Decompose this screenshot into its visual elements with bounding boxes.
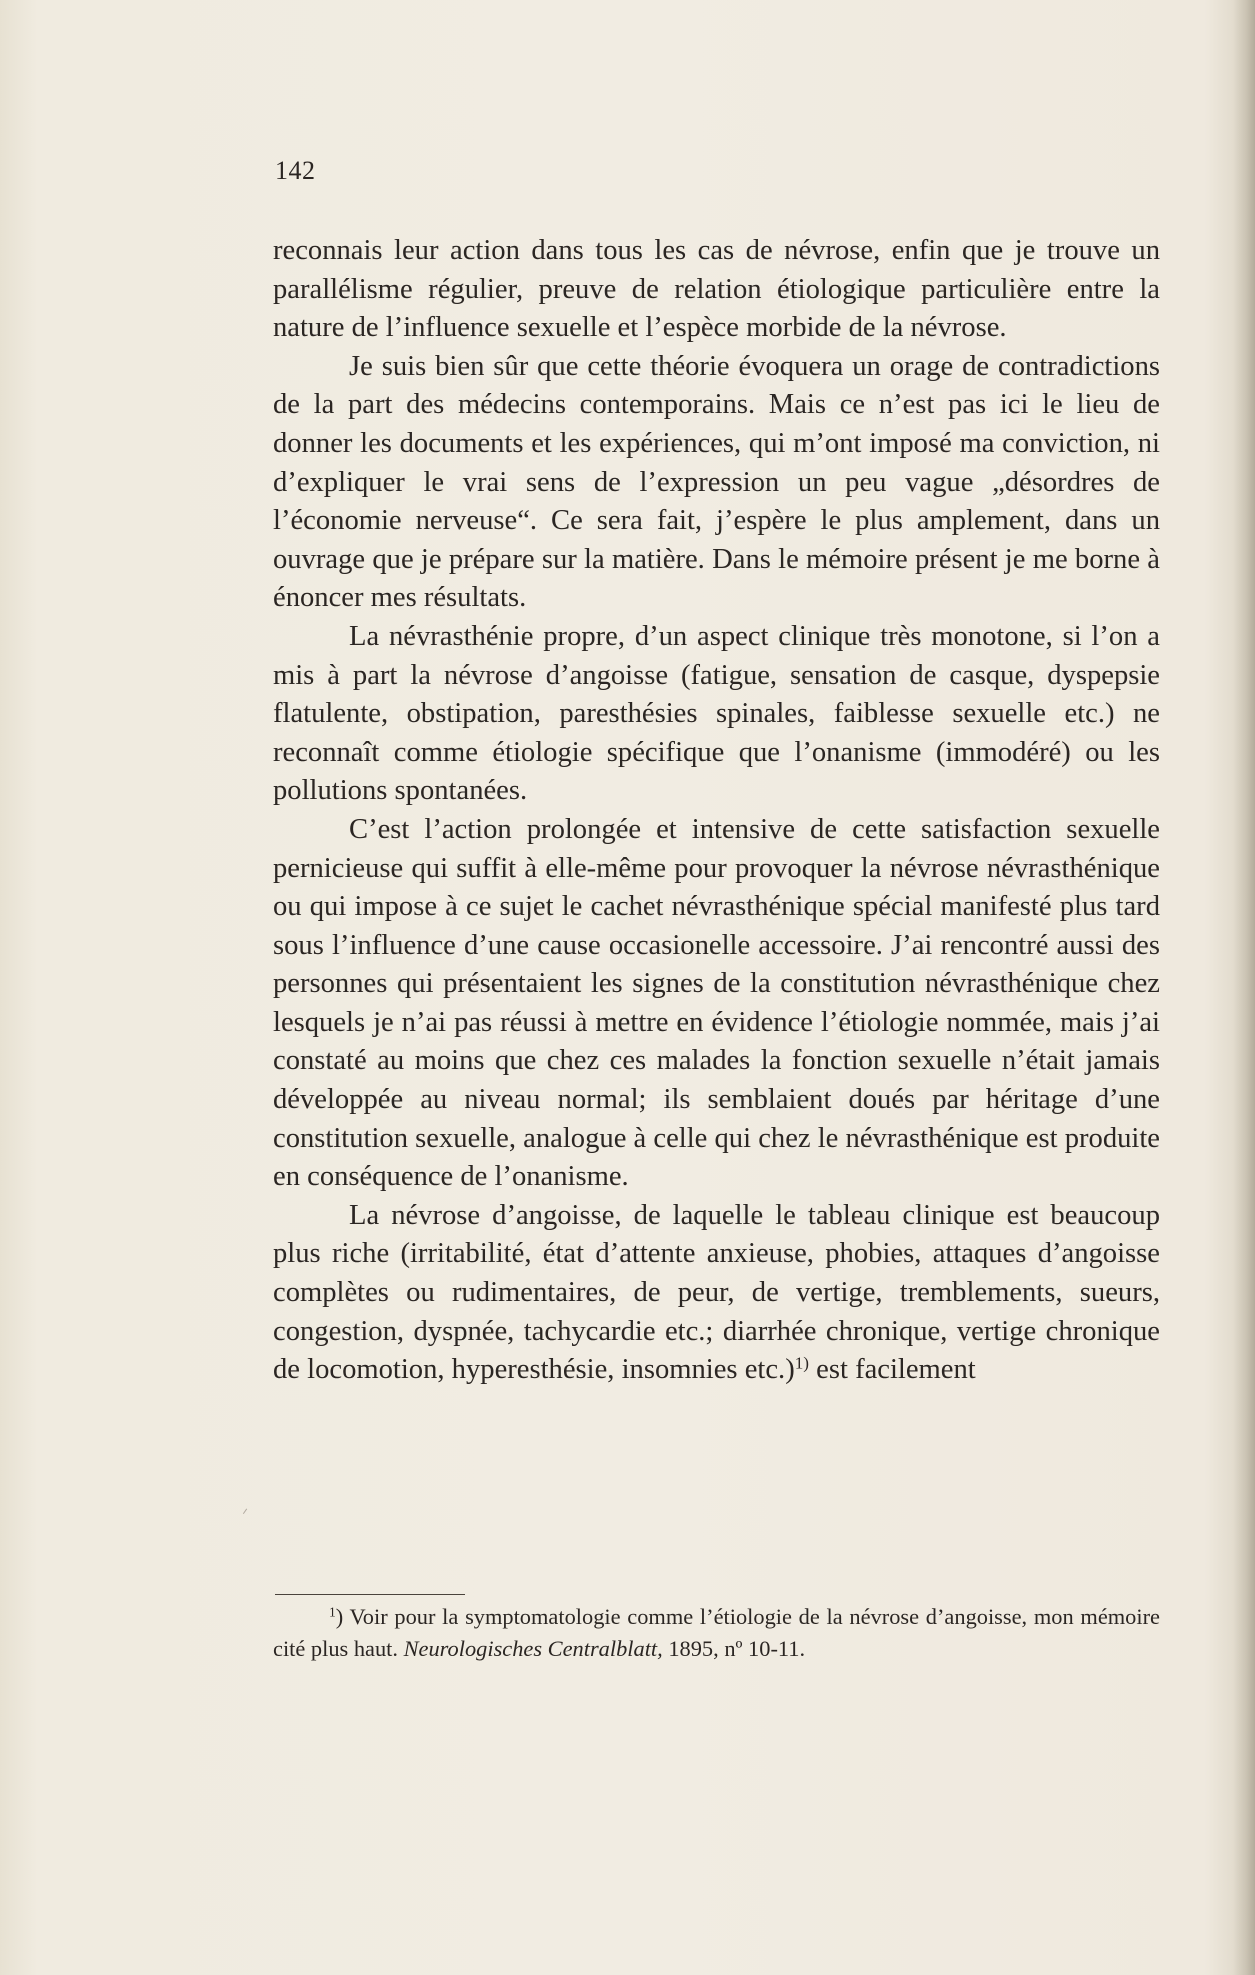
main-text — [273, 232, 1160, 1390]
footnote — [273, 1601, 1160, 1665]
footnote-marker: $^1$) — [329, 1604, 344, 1629]
paragraph-continuation: reconnais leur action dans tous les cas de névrose, enfin que je trouve un parallélisme régulier, preuve de relation étiologique particulière entre la nature de l’influence sexuelle et l’espèce morbide de la névrose. — [273, 235, 1160, 344]
anxiety-neurosis-tail: est facilement — [809, 1354, 976, 1386]
paragraph-theory: Je suis bien sûr que cette théorie évoquera un orage de contradictions de la part des médecins contemporains. Mais ce n’est pas ici le lieu de donner les documents et les expériences, qui m’ont imposé ma conviction, ni d’expliquer le vrai sens de l’expression un peu vague „désordres de l’économie nerveuse“. Ce sera fait, j’espère le plus amplement, dans un ouvrage que je prépare sur la matière. Dans le mémoire présent je me borne à énoncer mes résultats. — [273, 350, 1160, 614]
footnote-citation: 1895, nº 10-11. — [662, 1636, 806, 1661]
footnote-journal: Neurologisches Centralblatt, — [403, 1636, 663, 1661]
paragraph-neurasthenia: La névrasthénie propre, d’un aspect clinique très monotone, si l’on a mis à part la névrose d’angoisse (fatigue, sensation de casque, dyspepsie flatulente, obstipation, paresthésies spinales, faiblesse sexuelle etc.) ne reconnaît comme étiologie spécifique que l’onanisme (immodéré) ou les pollutions spontanées. — [273, 620, 1160, 807]
paragraph-anxiety-neurosis — [273, 1197, 1160, 1390]
paragraph-onanism: C’est l’action prolongée et intensive de cette satisfaction sexuelle pernicieuse qui suffit à elle-même pour provoquer la névrose névrasthénique ou qui impose à ce sujet le cachet névrasthénique spécial manifesté plus tard sous l’influence d’une cause occasionelle accessoire. J’ai rencontré aussi des personnes qui présentaient les signes de la constitution névrasthénique chez lesquels je n’ai pas réussi à mettre en évidence l’étiologie nommée, mais j’ai constaté au moins que chez ces malades la fonction sexuelle n’était jamais développée au niveau normal; ils semblaient doués par héritage d’une constitution sexuelle, analogue à celle qui chez le névrasthénique est produite en conséquence de l’onanisme. — [273, 813, 1160, 1193]
footnote-reference[interactable]: 1) — [794, 1353, 810, 1373]
footnote-separator — [275, 1594, 465, 1595]
paper-mark — [243, 1509, 252, 1518]
anxiety-neurosis-text: La névrose d’angoisse, de laquelle le tableau clinique est beaucoup plus riche (irritabilité, état d’attente anxieuse, phobies, attaques d’angoisse complètes ou rudimentaires, de peur, de vertige, tremblements, sueurs, congestion, dyspnée, tachycardie etc.; diarrhée chronique, vertige chronique de locomotion, hyperesthésie, insomnies etc.) — [273, 1199, 1160, 1386]
page-number: 142 — [275, 156, 316, 185]
page-gutter-shadow — [1233, 0, 1255, 1975]
footnote-text: Voir pour la symptomatologie comme l’étiologie de la névrose d’angoisse, mon mémoire cité plus haut. — [273, 1604, 1160, 1661]
